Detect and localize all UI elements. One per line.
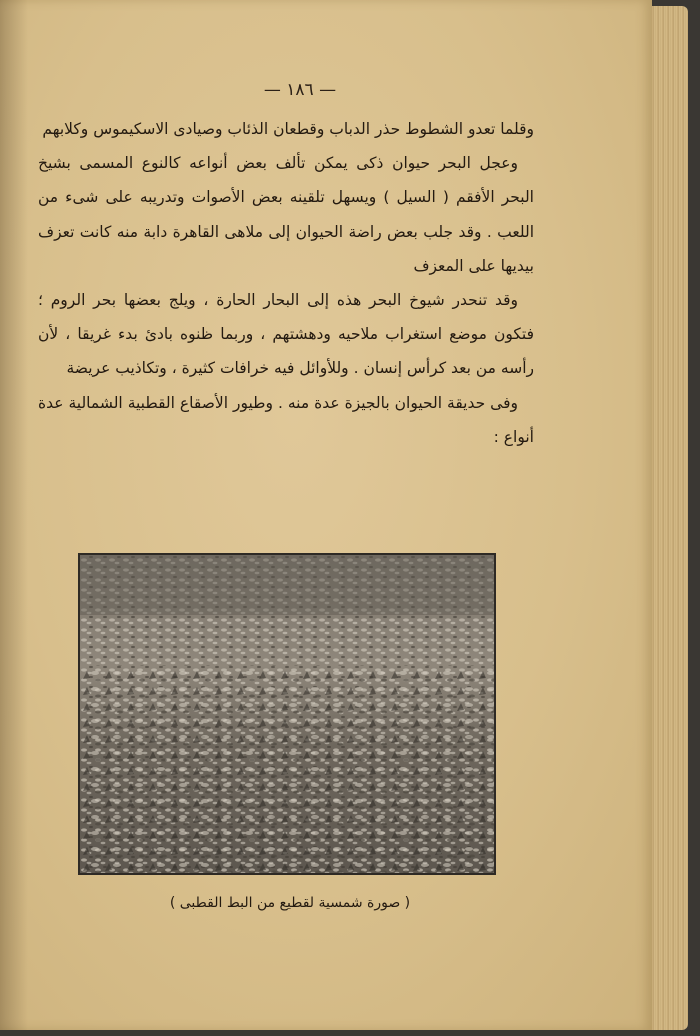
paragraph-4: وفى حديقة الحيوان بالجيزة عدة منه . وطيور الأصقاع القطبية الشمالية عدة أنواع :: [38, 393, 534, 446]
photo-texture: [80, 555, 494, 873]
duck-flock-photo: [78, 553, 496, 875]
photo-caption: ( صورة شمسية لقطيع من البط القطبى ): [169, 895, 411, 911]
page-gutter: [0, 0, 28, 1030]
body-text: [38, 112, 534, 454]
paragraph-3: وقد تنحدر شيوخ البحر هذه إلى البحار الحارة ، ويلج بعضها بحر الروم ؛ فتكون موضع استغراب ملاحيه ودهشتهم ، وربما ظنوه بادئ بدء غريقا ، لأن رأسه من بعد كرأس إنسان . وللأوائل فيه خرافات كثيرة ، وتكاذيب عريضة: [38, 291, 534, 378]
page-number: — ١٨٦ —: [263, 80, 337, 100]
paragraph-1: وقلما تعدو الشطوط حذر الدباب وقطعان الذئاب وصيادى الاسكيموس وكلابهم: [42, 120, 534, 138]
paragraph-2: وعجل البحر حيوان ذكى يمكن تألف بعض أنواعه كالنوع المسمى بشيخ البحر الأفقم ( السيل ) ويسهل تلقينه بعض الأصوات وتدريبه على شىء من اللعب . وقد جلب بعض راضة الحيوان إلى ملاهى القاهرة دابة منه كانت تعزف بيديها على المعزف: [38, 154, 534, 275]
